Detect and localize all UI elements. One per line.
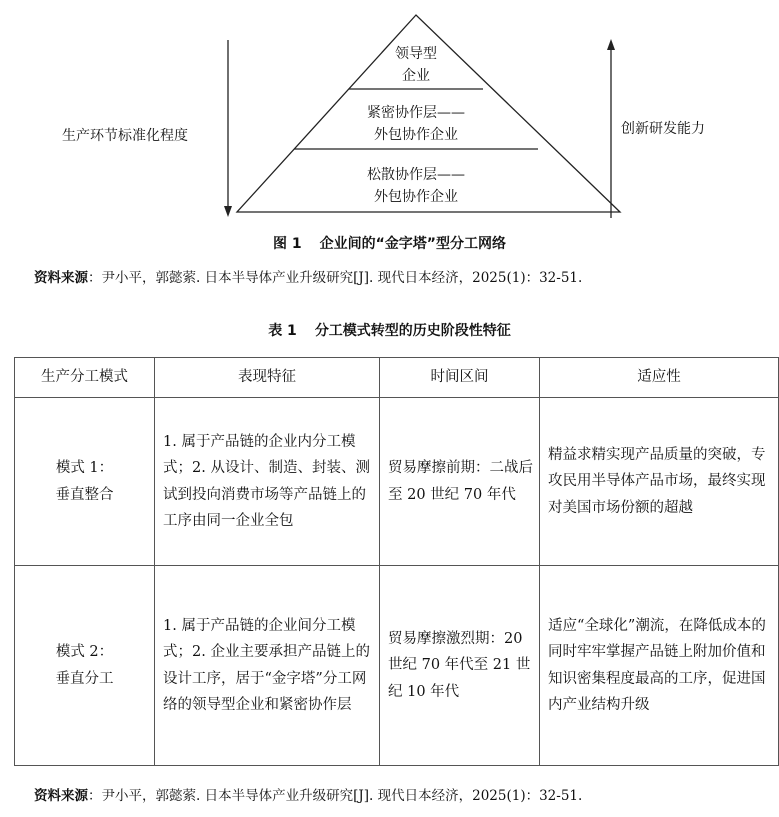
mode-line2: 垂直整合 [55, 486, 114, 503]
mode-cell [15, 398, 155, 566]
mode-line2: 垂直分工 [55, 670, 114, 687]
header-period: 时间区间 [380, 358, 540, 398]
features-cell: 1. 属于产品链的企业间分工模式；2. 企业主要承担产品链上的设计工序，居于“金字塔”分工网络的领导型企业和紧密协作层 [155, 566, 380, 766]
table-row [15, 566, 779, 766]
header-mode: 生产分工模式 [15, 358, 155, 398]
mode-line1: 模式 2： [55, 644, 114, 660]
pyramid-middle-line1: 紧密协作层—— [367, 105, 465, 121]
source-text: ：尹小平，郭懿萦. 日本半导体产业升级研究[J]. 现代日本经济，2025(1)：32-51. [88, 270, 583, 286]
pyramid-middle-line2: 外包协作企业 [374, 127, 458, 143]
pyramid-diagram [0, 0, 779, 232]
figure-source [34, 266, 582, 286]
header-adaptability: 适应性 [540, 358, 779, 398]
header-features: 表现特征 [155, 358, 380, 398]
table-caption [0, 320, 779, 340]
right-arrow-label: 创新研发能力 [621, 121, 705, 137]
mode-line1: 模式 1： [55, 460, 114, 476]
left-arrow-label: 生产环节标准化程度 [62, 128, 188, 144]
figure-caption [0, 233, 779, 253]
adaptability-cell: 适应“全球化”潮流，在降低成本的同时牢牢掌握产品链上附加价值和知识密集程度最高的工序，促进国内产业结构升级 [540, 566, 779, 766]
source-label: 资料来源 [34, 270, 88, 286]
table-caption-text: 分工模式转型的历史阶段性特征 [314, 323, 511, 339]
adaptability-cell: 精益求精实现产品质量的突破，专攻民用半导体产品市场，最终实现对美国市场份额的超越 [540, 398, 779, 566]
left-arrow-head [224, 206, 232, 217]
pyramid-top-line1: 领导型 [395, 46, 437, 62]
period-cell: 贸易摩擦激烈期：20 世纪 70 年代至 21 世纪 10 年代 [380, 566, 540, 766]
table-row [15, 398, 779, 566]
table-caption-number: 表 1 [268, 323, 297, 339]
source-text: ：尹小平，郭懿萦. 日本半导体产业升级研究[J]. 现代日本经济，2025(1)：32-51. [88, 788, 583, 804]
right-arrow-head [607, 39, 615, 50]
figure-caption-number: 图 1 [272, 236, 302, 252]
stages-table [14, 357, 779, 766]
table-header-row [15, 358, 779, 398]
table-source [34, 784, 582, 804]
period-cell: 贸易摩擦前期：二战后至 20 世纪 70 年代 [380, 398, 540, 566]
mode-cell [15, 566, 155, 766]
figure-caption-text: 企业间的“金字塔”型分工网络 [319, 236, 507, 252]
source-label: 资料来源 [34, 788, 88, 804]
pyramid-top-line2: 企业 [402, 68, 430, 84]
features-cell: 1. 属于产品链的企业内分工模式；2. 从设计、制造、封装、测试到投向消费市场等产品链上的工序由同一企业全包 [155, 398, 380, 566]
pyramid-bottom-line2: 外包协作企业 [374, 189, 458, 205]
pyramid-bottom-line1: 松散协作层—— [367, 167, 465, 183]
